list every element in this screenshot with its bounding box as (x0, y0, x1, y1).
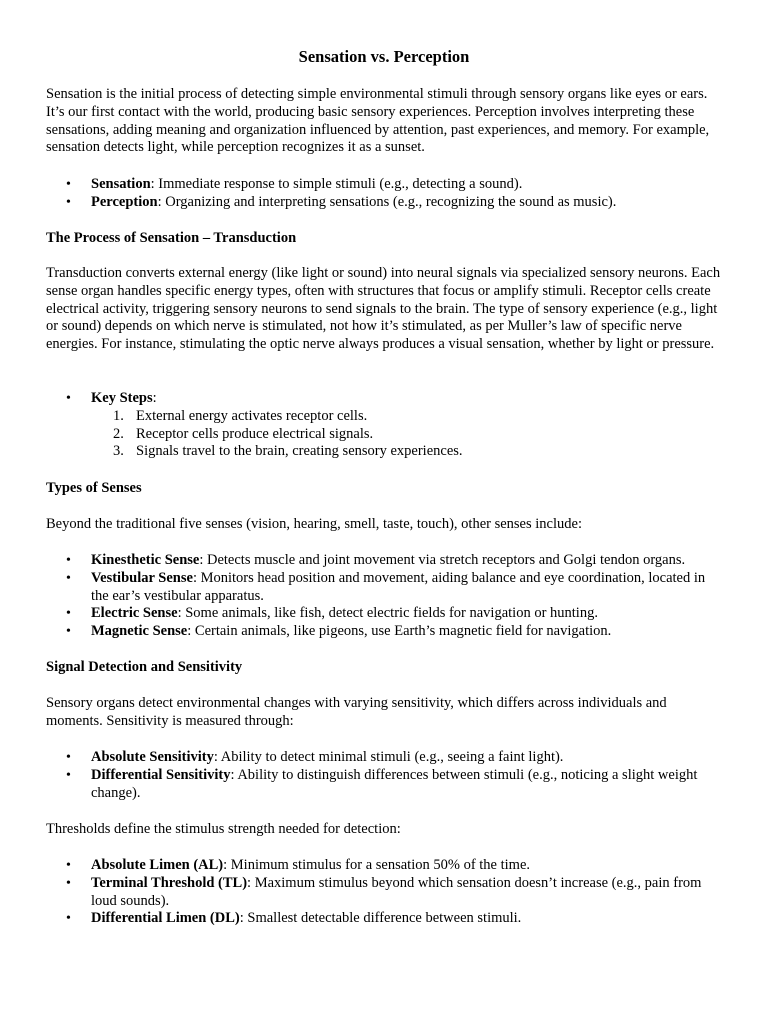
types-list-block (46, 552, 726, 641)
list-desc: : Certain animals, like pigeons, use Earth’s magnetic field for navigation. (187, 623, 612, 640)
list-item (46, 875, 726, 911)
signal-paragraph (46, 695, 726, 731)
list-item (46, 552, 726, 570)
sensitivity-list-block (46, 749, 726, 802)
section-heading-transduction: The Process of Sensation – Transduction (46, 230, 297, 246)
list-item (46, 390, 726, 461)
types-list (46, 552, 726, 641)
step-number: 2. (113, 425, 124, 442)
step-text: Signals travel to the brain, creating sensory experiences. (136, 443, 463, 460)
intro-text: Sensation is the initial process of detecting simple environmental stimuli through sensory organs like eyes or ears. It’s our first contact with the world, producing basic sensory experiences. Perception involves interpreting these sensations, adding meaning and organization influenced by attention, past experiences, and memory. For example, sensation detects light, while perception recognizes it as a sunset. (46, 86, 710, 156)
list-term: Sensation (91, 176, 151, 192)
signal-text: Sensory organs detect environmental changes with varying sensitivity, which differs across individuals and moments. Sensitivity is measured through: (46, 695, 667, 729)
list-desc: : Immediate response to simple stimuli (e.g., detecting a sound). (150, 176, 523, 192)
step-number: 1. (113, 407, 124, 424)
list-desc: : Maximum stimulus beyond which sensation doesn’t increase (e.g., pain from loud sounds). (91, 874, 702, 909)
list-desc: : Smallest detectable difference between stimuli. (239, 910, 522, 927)
list-term: Terminal Threshold (TL) (91, 874, 248, 891)
list-term: Key Steps (91, 390, 153, 406)
types-text: Beyond the traditional five senses (vision, hearing, smell, taste, touch), other senses include: (46, 516, 582, 532)
list-item (46, 194, 726, 212)
list-desc: : Ability to distinguish differences between stimuli (e.g., noticing a slight weight change). (91, 766, 698, 801)
list-desc: : Minimum stimulus for a sensation 50% of the time. (223, 857, 531, 873)
list-item (46, 857, 726, 875)
list-term: Perception (91, 193, 158, 210)
list-desc: : Some animals, like fish, detect electric fields for navigation or hunting. (177, 605, 598, 622)
signal-heading-block (46, 659, 726, 677)
list-item (46, 623, 726, 641)
types-paragraph (46, 516, 726, 534)
intro-paragraph (46, 86, 726, 157)
list-term: Vestibular Sense (91, 569, 193, 586)
list-desc: : Detects muscle and joint movement via stretch receptors and Golgi tendon organs. (199, 552, 686, 568)
steps-list (46, 408, 726, 461)
page-title: Sensation vs. Perception (298, 47, 470, 66)
transduction-text: Transduction converts external energy (like light or sound) into neural signals via specialized sensory neurons. Each sense organ handles specific energy types, often with structures that focus or amplify stimuli. Receptor cells create electrical activity, triggering sensory neurons to send signals to the brain. The type of sensory experience (e.g., light or sound) depends on which nerve is stimulated, not how it’s stimulated, as per Muller’s law of specific nerve energies. For instance, stimulating the optic nerve always produces a visual sensation, whether by light or pressure. (46, 265, 721, 353)
list-item (46, 570, 726, 606)
list-term: Absolute Limen (AL) (91, 857, 224, 873)
list-term: Electric Sense (91, 605, 178, 622)
list-item (46, 749, 726, 767)
thresholds-text: Thresholds define the stimulus strength needed for detection: (46, 821, 401, 837)
thresholds-list (46, 857, 726, 928)
thresholds-list-block (46, 857, 726, 928)
types-heading-block (46, 480, 726, 498)
step-item (46, 426, 726, 444)
step-item (46, 408, 726, 426)
list-term: Kinesthetic Sense (91, 552, 200, 568)
step-number: 3. (113, 443, 124, 460)
list-desc: : Monitors head position and movement, aiding balance and eye coordination, located in the ear’s vestibular apparatus. (91, 569, 706, 604)
list-term: Differential Limen (DL) (91, 910, 240, 927)
key-steps-block (46, 390, 726, 461)
list-desc: : Ability to detect minimal stimuli (e.g., seeing a faint light). (213, 749, 564, 765)
step-text: External energy activates receptor cells. (136, 407, 368, 424)
list-desc: : Organizing and interpreting sensations (e.g., recognizing the sound as music). (157, 193, 617, 210)
key-steps-list (46, 390, 726, 461)
list-item (46, 605, 726, 623)
list-colon: : (152, 390, 157, 406)
list-item (46, 767, 726, 803)
step-text: Receptor cells produce electrical signals. (136, 425, 374, 442)
transduction-heading-block (46, 230, 726, 248)
thresholds-paragraph (46, 821, 726, 839)
step-item (46, 443, 726, 461)
section-heading-signal: Signal Detection and Sensitivity (46, 659, 243, 675)
intro-list-block (46, 176, 726, 212)
list-term: Differential Sensitivity (91, 766, 231, 783)
list-item (46, 910, 726, 928)
list-term: Absolute Sensitivity (91, 749, 214, 765)
transduction-paragraph (46, 265, 726, 354)
section-heading-types: Types of Senses (46, 480, 142, 496)
list-term: Magnetic Sense (91, 623, 188, 640)
sensitivity-list (46, 749, 726, 802)
intro-list (46, 176, 726, 212)
list-item (46, 176, 726, 194)
